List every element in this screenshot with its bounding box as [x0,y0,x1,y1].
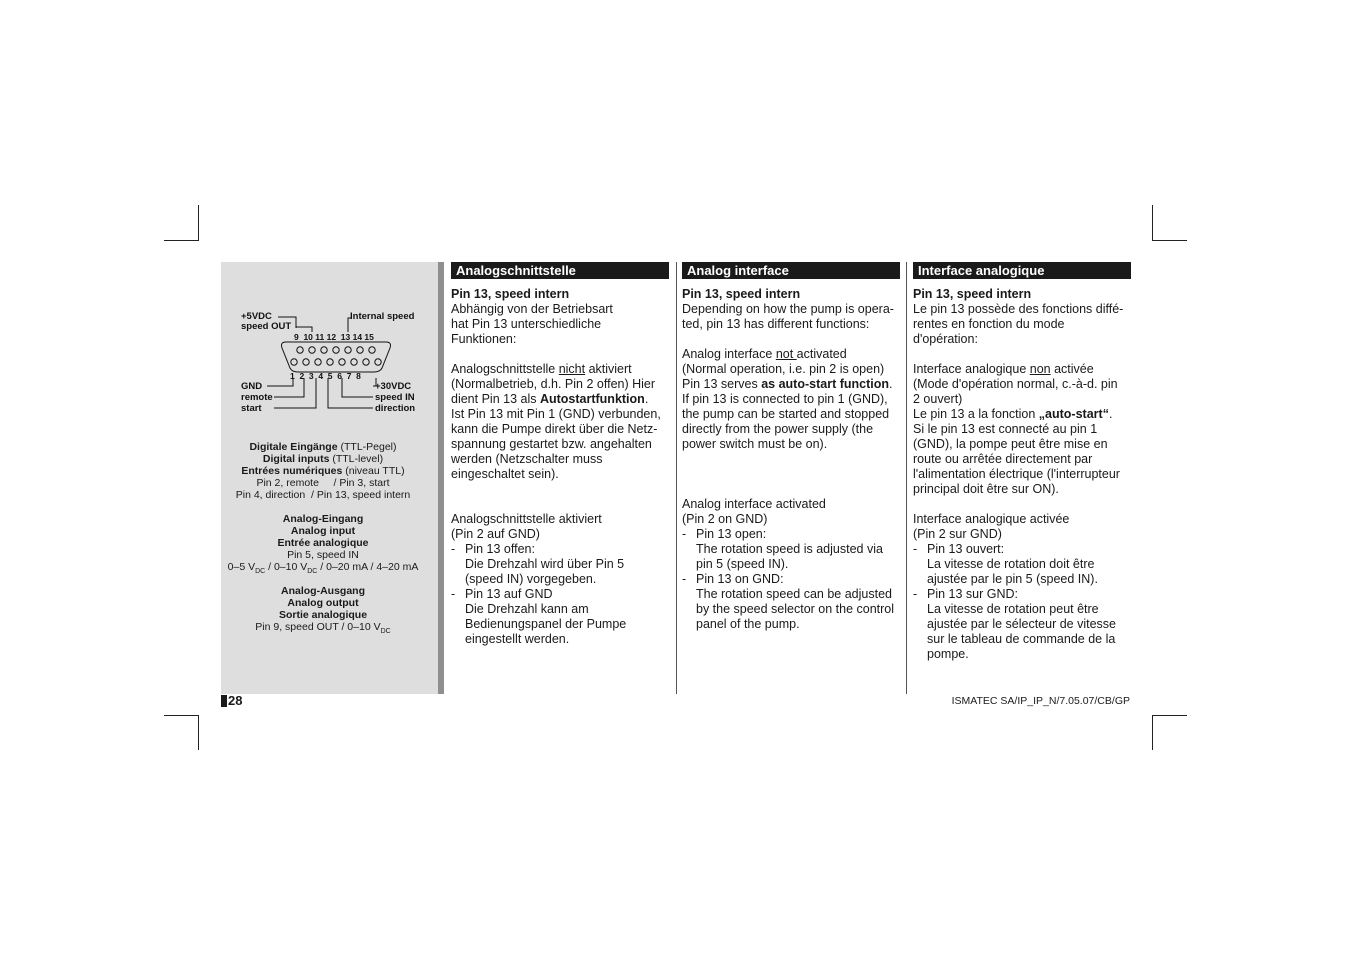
list-item: - Pin 13 open: The rotation speed is adjusted via pin 5 (speed IN). [682,527,883,571]
subheading: Pin 13, speed intern [682,287,801,301]
column-divider [906,262,907,694]
section-header: Analogschnittstelle [451,262,669,279]
subheading: Analogschnittstelle aktiviert [451,512,602,526]
label-remote: remote [241,392,273,403]
label-speed-in: speed IN [375,392,415,403]
pin-row-top [297,347,375,353]
section-header: Analog interface [682,262,900,279]
bottom-pin-numbers: 1 2 3 4 5 6 7 8 [290,371,361,381]
column-divider [676,262,677,694]
list-item: - Pin 13 on GND: The rotation speed can be adjusted by the speed selector on the control panel of the pump. [682,572,895,631]
label-gnd: GND [241,381,263,392]
subheading: Pin 13, speed intern [451,287,570,301]
label-speed-out: speed OUT [241,321,292,332]
subheading: Analogschnittstelle nicht aktiviert [451,362,632,376]
pin-row-bottom [291,359,381,365]
section-header: Interface analogique [913,262,1131,279]
english-column: Analog interface Pin 13, speed intern Depending on how the pump is opera- ted, pin 13 has different functions: Analog interface not activated (Normal operation, i.e. pin 2 is open) Pin 13 serves as auto-start function. If pin 13 is connected to pin 1 (GND), the pump can be started and stopped directly from the power supply (the power switch must be on). Analog interface activated (Pin 2 on GND) - Pin 13 open: The rotation speed is adjusted via pin 5 (speed IN). - Pin 13 on GND: The rotation speed can be adjusted by the speed selector on the control panel of the pump. [682,262,900,632]
crop-mark [1152,715,1153,750]
crop-mark [164,715,199,716]
german-column: Analogschnittstelle Pin 13, speed intern Abhängig von der Betriebsart hat Pin 13 unterschiedliche Funktionen: Analogschnittstelle nicht aktiviert (Normalbetrieb, d.h. Pin 2 offen) Hier dient Pin 13 als Autostartfunktion. Ist Pin 13 mit Pin 1 (GND) verbunden, kann die Pumpe direkt über die Netz- spannung gestartet bzw. angehalten werden (Netzschalter muss eingeschaltet sein). Analogschnittstelle aktiviert (Pin 2 auf GND) - Pin 13 offen: Die Drehzahl wird über Pin 5 (speed IN) vorgegeben. - Pin 13 auf GND Die Drehzahl kann am Bedienungspanel der Pumpe eingestellt werden. [451,262,669,647]
list-item: - Pin 13 ouvert: La vitesse de rotation doit être ajustée par le pin 5 (speed IN). [913,542,1098,586]
label-direction: direction [375,403,416,414]
list-item: - Pin 13 sur GND: La vitesse de rotation peut être ajustée par le sélecteur de vitesse sur le tableau de commande de la pompe. [913,587,1116,661]
analog-output-spec: Analog-Ausgang Analog output Sortie analogique Pin 9, speed OUT / 0–10 $V_{DC}$ [255,585,391,636]
page-number: 28 [221,693,242,708]
subheading: Interface analogique non activée [913,362,1094,376]
digital-inputs-spec: Digitale Eingänge (TTL-Pegel) Digital inputs (TTL-level) Entrées numériques (niveau TTL) Pin 2, remote / Pin 3, start Pin 4, direction / Pin 13, speed intern [235,441,411,501]
crop-mark [1152,715,1187,716]
connector-diagram [236,300,426,420]
crop-mark [164,240,199,241]
subheading: Interface analogique activée [913,512,1070,526]
crop-mark [1152,240,1187,241]
list-item: - Pin 13 auf GND Die Drehzahl kann am Bedienungspanel der Pumpe eingestellt werden. [451,587,627,646]
subheading: Analog interface activated [682,497,826,511]
leader-line [274,378,316,408]
analog-input-spec: Analog-Eingang Analog input Entrée analogique Pin 5, speed IN 0–5 $V_{DC} / 0-10$ $V_{DC} / 0-20$ mA / 4–20 mA [227,513,419,576]
french-column: Interface analogique Pin 13, speed intern Le pin 13 possède des fonctions diffé- rentes en fonction du mode d'opération: Interface analogique non activée (Mode d'opération normal, c.-à-d. pin 2 ouvert) Le pin 13 a la fonction „auto-start“. Si le pin 13 est connecté au pin 1 (GND), la pompe peut être mise en route ou arrêtée directement par l'alimentation électrique (l'interrupteur principal doit être sur ON). Interface analogique activée (Pin 2 sur GND) - Pin 13 ouvert: La vitesse de rotation doit être ajustée par le pin 5 (speed IN). - Pin 13 sur GND: La vitesse de rotation peut être ajustée par le sélecteur de vitesse sur le tableau de commande de la pompe. [913,262,1131,662]
crop-mark [198,205,199,240]
label-30vdc: +30VDC [375,381,412,392]
subheading: Pin 13, speed intern [913,287,1032,301]
page-marker-icon [221,695,227,707]
label-start: start [241,403,262,414]
top-pin-numbers: 9 10 11 12 13 14 15 [294,332,374,342]
crop-mark [198,715,199,750]
label-5vdc: +5VDC [241,311,272,322]
label-internal-speed: Internal speed [350,311,415,322]
document-code: ISMATEC SA/IP_IP_N/7.05.07/CB/GP [951,695,1130,707]
sidebar-accent-bar [438,262,444,694]
crop-mark [1152,205,1153,240]
subheading: Analog interface not activated [682,347,847,361]
list-item: - Pin 13 offen: Die Drehzahl wird über Pin 5 (speed IN) vorgegeben. [451,542,625,586]
leader-line [328,378,373,408]
